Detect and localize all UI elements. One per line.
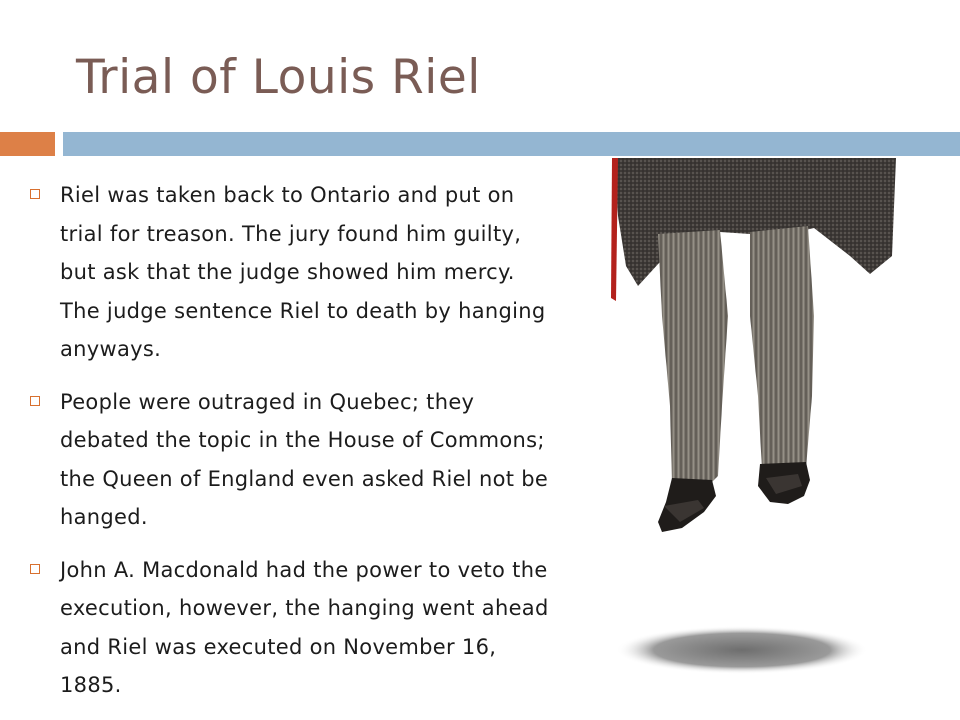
right-leg — [750, 226, 814, 474]
bullet-text: People were outraged in Quebec; they debated the topic in the House of Commons; the Queen of England even asked Riel not be hanged. — [60, 389, 549, 529]
slide-title: Trial of Louis Riel — [76, 50, 481, 105]
square-bullet-icon — [30, 396, 40, 406]
ground-shadow — [616, 626, 868, 674]
header-bar — [63, 132, 960, 156]
bullet-list — [30, 176, 560, 719]
bullet-text: Riel was taken back to Ontario and put on trial for treason. The jury found him guilty, but ask that the judge showed him mercy. The judge sentence Riel to death by hanging anyways. — [60, 183, 546, 361]
square-bullet-icon — [30, 189, 40, 199]
bullet-text: John A. Macdonald had the power to veto the execution, however, the hanging went ahead and Riel was executed on November 16, 1885. — [60, 557, 549, 697]
accent-bar — [0, 132, 55, 156]
bullet-item — [30, 176, 560, 369]
left-leg — [658, 230, 728, 486]
hanging-figure-illustration — [600, 156, 900, 686]
bullet-item — [30, 383, 560, 537]
bullet-item — [30, 551, 560, 705]
square-bullet-icon — [30, 564, 40, 574]
